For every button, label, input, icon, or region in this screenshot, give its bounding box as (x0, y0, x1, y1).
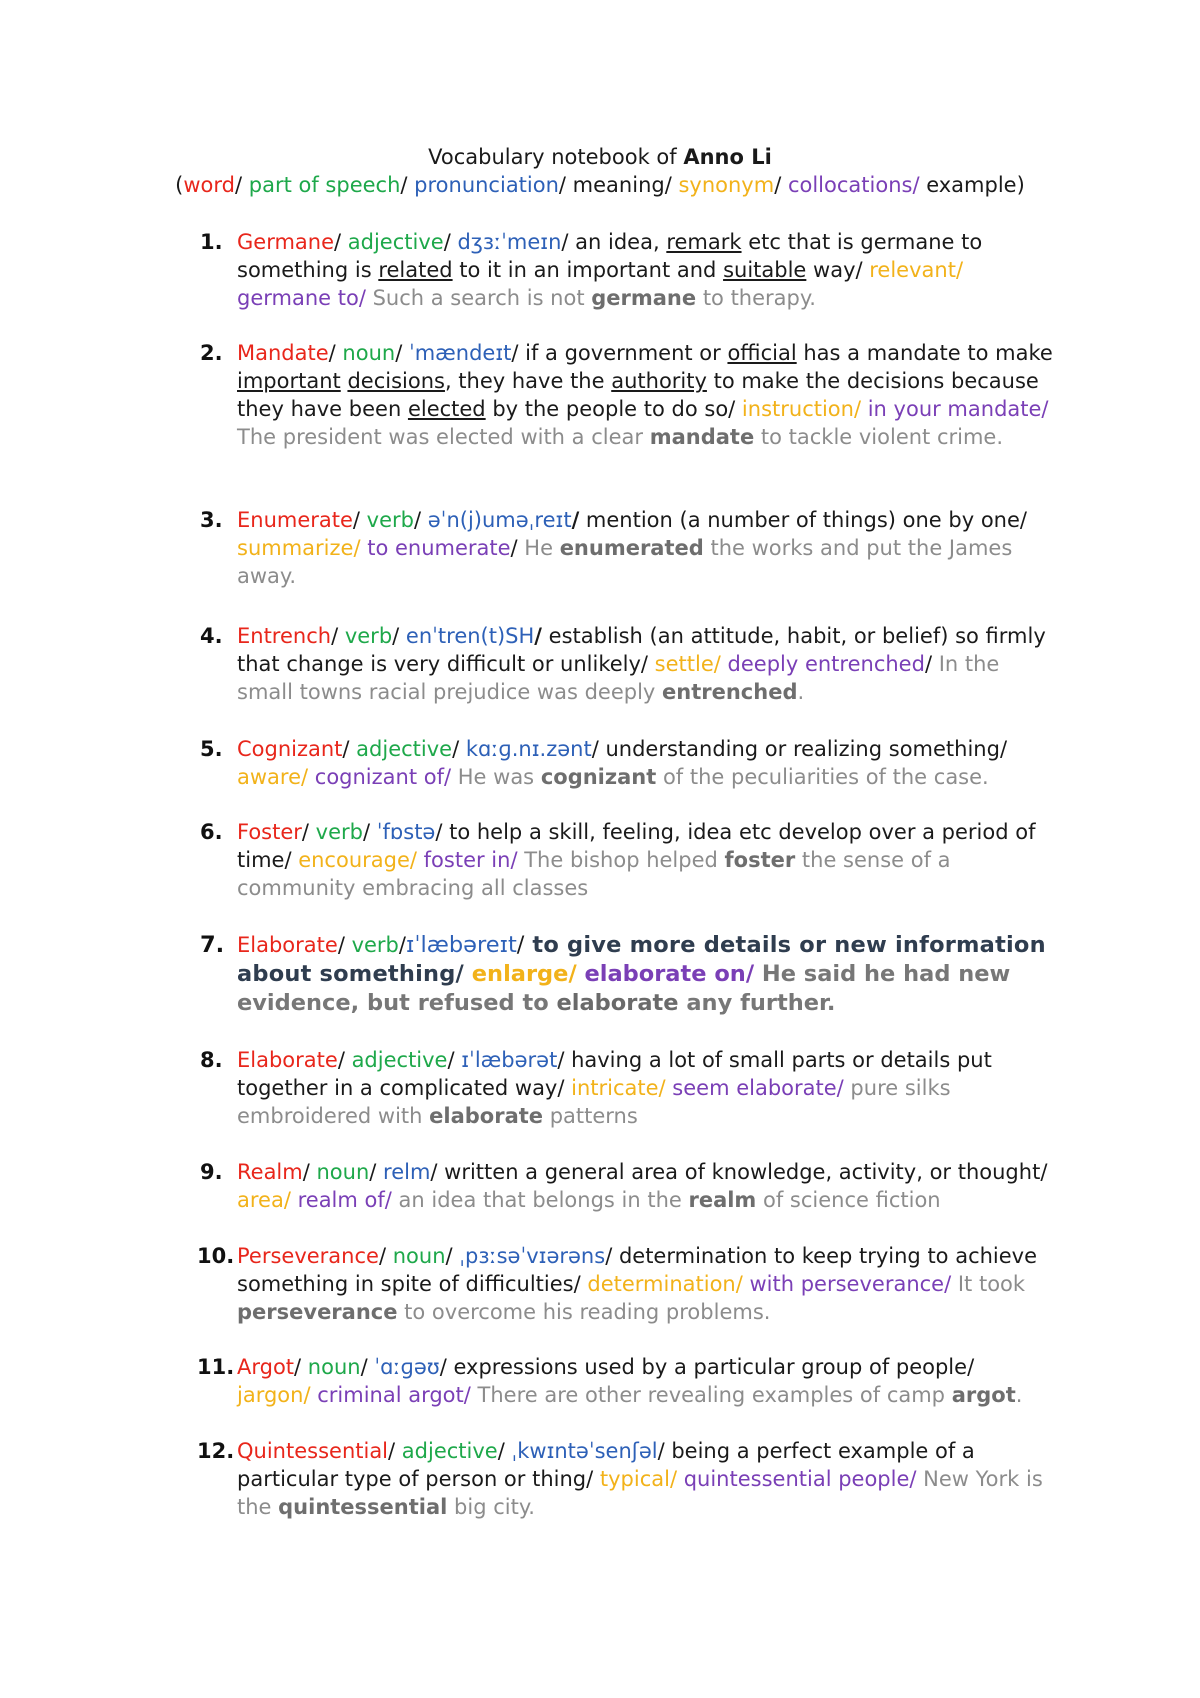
vocab-entry-4: 4. Entrench/ verb/ enˈtren(t)SH/ establish (an attitude, habit, or belief) so firmly that change is very difficult or unlikely/ settle/ deeply entrenched/ In the small towns racial prejudice was deeply entrenched. (200, 624, 1046, 704)
legend-slash: / (774, 173, 782, 197)
entry-example: He enumerated the works and put the James away. (237, 536, 1013, 588)
entry-meaning: etc that is germane to something is (237, 230, 983, 282)
entry-word: Perseverance (237, 1244, 379, 1268)
entry-synonym: intricate (564, 1076, 659, 1100)
entry-meaning: , they have the (444, 369, 612, 393)
entry-word: Enumerate (237, 508, 353, 532)
entry-meaning-keyword: important (237, 369, 341, 393)
entry-collocation: cognizant of (308, 765, 444, 789)
vocab-entry-3: 3. Enumerate/ verb/ əˈn(j)uməˌreɪt/ mention (a number of things) one by one/ summarize/ to enumerate/ He enumerated the works and put the James away. (200, 508, 1027, 588)
example-keyword: cognizant (540, 765, 657, 789)
entry-meaning: if a government or (518, 341, 728, 365)
legend-pronunciation: pronunciation (414, 173, 559, 197)
entry-synonym: aware (237, 765, 302, 789)
legend-example: example (919, 173, 1017, 197)
entry-meaning: has a mandate to make (796, 341, 1053, 365)
entry-word: Cognizant (237, 737, 343, 761)
entry-pronunciation: relm (376, 1160, 431, 1184)
entry-synonym: enlarge (463, 961, 569, 987)
legend-slash: / (400, 173, 408, 197)
entry-pronunciation: ˌkwɪntəˈsenʃəl (504, 1439, 658, 1463)
entry-meaning: to it in an important and (452, 258, 724, 282)
entry-example: New York is the quintessential big city. (237, 1467, 1043, 1519)
entry-pronunciation: dʒɜːˈmeɪn (450, 230, 562, 254)
entry-pronunciation: enˈtren(t)SH (399, 624, 535, 648)
entry-number: 6. (200, 820, 223, 844)
entry-word: Elaborate (237, 933, 338, 957)
entry-example: an idea that belongs in the realm of science fiction (391, 1188, 941, 1212)
entry-example: It took perseverance to overcome his reading problems. (237, 1272, 1026, 1324)
entry-collocation: realm of (290, 1188, 385, 1212)
entry-synonym: jargon (237, 1383, 304, 1407)
entry-collocation: deeply entrenched (720, 652, 925, 676)
page-title (0, 143, 1200, 171)
entry-meaning: mention (a number of things) one by one (579, 508, 1020, 532)
vocab-entry-10: 10. Perseverance/ noun/ ˌpɜːsəˈvɪərəns/ determination to keep trying to achieve something in spite of difficulties/ determination/ with perseverance/ It took perseverance to overcome his reading problems. (197, 1244, 1038, 1324)
example-keyword: quintessential (278, 1495, 448, 1519)
legend-slash: / (664, 173, 672, 197)
entry-synonym: relevant (862, 258, 956, 282)
entry-word: Germane (237, 230, 335, 254)
legend-meaning: meaning (566, 173, 665, 197)
example-keyword: elaborate (556, 990, 679, 1016)
entry-word: Entrench (237, 624, 332, 648)
entry-pronunciation: ˈfɒstə (370, 820, 436, 844)
example-keyword: argot (951, 1383, 1016, 1407)
entry-collocation: criminal argot (310, 1383, 464, 1407)
entry-example: There are other revealing examples of camp argot. (470, 1383, 1023, 1407)
entry-number: 5. (200, 737, 223, 761)
entry-collocation: quintessential people (677, 1467, 910, 1491)
entry-pronunciation: ˈɑːɡəʊ (367, 1355, 440, 1379)
entry-meaning: written a general area of knowledge, activity, or thought (437, 1160, 1041, 1184)
vocab-entry-2: 2. Mandate/ noun/ ˈmændeɪt/ if a government or official has a mandate to make important decisions, they have the authority to make the decisions because they have been elected by the people to do so/ instruction/ in your mandate/ The president was elected with a clear mandate to tackle violent crime. (200, 341, 1053, 449)
entry-meaning: way (806, 258, 856, 282)
entry-meaning: to help a skill, feeling, idea etc develop over a period of time (237, 820, 1036, 872)
entry-synonym: summarize (237, 536, 354, 560)
entry-meaning: establish (an attitude, habit, or belief) so firmly that change is very difficult or unlikely (237, 624, 1046, 676)
entry-number: 11. (197, 1355, 235, 1379)
entry-synonym: typical (593, 1467, 670, 1491)
entry-collocation: germane to/ (237, 286, 366, 310)
entry-meaning: expressions used by a particular group of people (446, 1355, 968, 1379)
entry-part-of-speech: verb (360, 508, 414, 532)
vocab-entry-6: 6. Foster/ verb/ ˈfɒstə/ to help a skill, feeling, idea etc develop over a period of time/ encourage/ foster in/ The bishop helped foster the sense of a community embracing all classes (200, 820, 1036, 900)
entry-number: 10. (197, 1244, 235, 1268)
entry-collocation: seem elaborate (665, 1076, 837, 1100)
entry-number: 2. (200, 341, 223, 365)
entry-collocation: in your mandate/ (861, 397, 1049, 421)
entry-part-of-speech: adjective (341, 230, 444, 254)
legend-slash: / (558, 173, 566, 197)
entry-meaning: to give more details or new information about something (237, 932, 1046, 987)
entry-meaning: to make the decisions because they have been (237, 369, 1039, 421)
entry-meaning: having a lot of small parts or details put together in a complicated way (237, 1048, 992, 1100)
vocab-entry-5: 5. Cognizant/ adjective/ kɑːɡ.nɪ.zənt/ understanding or realizing something/ aware/ cognizant of/ He was cognizant of the peculiarities of the case. (200, 737, 1008, 789)
legend-open-paren: ( (175, 173, 184, 197)
entry-number: 4. (200, 624, 223, 648)
entry-meaning: an idea, (568, 230, 667, 254)
entry-pronunciation: əˈn(j)uməˌreɪt (421, 508, 572, 532)
entry-meaning-keyword: authority (611, 369, 707, 393)
legend-part-of-speech: part of speech (248, 173, 401, 197)
entry-word: Argot (237, 1355, 295, 1379)
entry-synonym: determination (580, 1272, 736, 1296)
entry-number: 9. (200, 1160, 223, 1184)
entry-part-of-speech: noun (335, 341, 396, 365)
vocab-entry-1: 1. Germane/ adjective/ dʒɜːˈmeɪn/ an idea, remark etc that is germane to something is related to it in an important and suitable way/ relevant/ germane to/ Such a search is not germane to therapy. (200, 230, 983, 310)
entry-word: Foster (237, 820, 302, 844)
example-keyword: germane (591, 286, 697, 310)
entry-word: Realm (237, 1160, 303, 1184)
entry-collocation: with perseverance/ (742, 1272, 952, 1296)
entry-collocation: elaborate on (576, 961, 746, 987)
entry-pronunciation: kɑːɡ.nɪ.zənt (459, 737, 592, 761)
entry-synonym: settle (648, 652, 714, 676)
example-keyword: elaborate (429, 1104, 544, 1128)
entry-example: Such a search is not germane to therapy. (365, 286, 816, 310)
entry-number: 7. (200, 932, 225, 958)
entry-part-of-speech: noun (301, 1355, 361, 1379)
entry-part-of-speech: adjective (349, 737, 453, 761)
format-legend (0, 171, 1200, 199)
entry-part-of-speech: verb (338, 624, 393, 648)
legend-collocations: collocations/ (781, 173, 920, 197)
entry-number: 12. (197, 1439, 235, 1463)
entry-part-of-speech: adjective (395, 1439, 498, 1463)
entry-example: He was cognizant of the peculiarities of the case. (451, 765, 989, 789)
entry-collocation: foster in (416, 848, 511, 872)
entry-part-of-speech: noun (386, 1244, 446, 1268)
entry-meaning: being a perfect example of a particular type of person or thing (237, 1439, 975, 1491)
owner-name: Anno Li (683, 145, 772, 169)
entry-collocation: to enumerate (360, 536, 511, 560)
entry-meaning-keyword: official (727, 341, 797, 365)
entry-example: The president was elected with a clear mandate to tackle violent crime. (237, 425, 1004, 449)
vocab-entry-11: 11. Argot/ noun/ ˈɑːɡəʊ/ expressions used by a particular group of people/ jargon/ criminal argot/ There are other revealing examples of camp argot. (197, 1355, 1023, 1407)
example-keyword: perseverance (237, 1300, 398, 1324)
entry-example: The bishop helped foster the sense of a community embracing all classes (237, 848, 951, 900)
entry-meaning-keyword: elected (407, 397, 486, 421)
entry-synonym: area (237, 1188, 284, 1212)
vocab-entry-9: 9. Realm/ noun/ relm/ written a general area of knowledge, activity, or thought/ area/ realm of/ an idea that belongs in the realm of science fiction (200, 1160, 1048, 1212)
example-keyword: enumerated (559, 536, 704, 560)
legend-slash: / (235, 173, 243, 197)
entry-meaning-keyword: related (378, 258, 453, 282)
example-keyword: foster (724, 848, 796, 872)
entry-synonym: instruction (735, 397, 854, 421)
entry-example: In the small towns racial prejudice was deeply entrenched. (237, 652, 1000, 704)
vocab-entry-8: 8. Elaborate/ adjective/ ɪˈlæbərət/ having a lot of small parts or details put together in a complicated way/ intricate/ seem elaborate/ pure silks embroidered with elaborate patterns (200, 1048, 992, 1128)
entry-part-of-speech: noun (309, 1160, 370, 1184)
entry-synonym: encourage (291, 848, 410, 872)
entry-part-of-speech: verb (344, 933, 399, 957)
entry-pronunciation: ˌpɜːsəˈvɪərəns (452, 1244, 606, 1268)
entry-meaning-keyword: suitable (723, 258, 807, 282)
entry-part-of-speech: adjective (344, 1048, 448, 1072)
entry-pronunciation: ɪˈlæbərət (454, 1048, 558, 1072)
example-keyword: entrenched (662, 680, 798, 704)
entry-meaning-keyword: decisions (347, 369, 445, 393)
entry-number: 3. (200, 508, 223, 532)
entry-word: Mandate (237, 341, 329, 365)
legend-close-paren: ) (1016, 173, 1025, 197)
entry-pronunciation: ˈmændeɪt (402, 341, 512, 365)
legend-synonym: synonym (671, 173, 775, 197)
legend-word: word (183, 173, 235, 197)
entry-number: 1. (200, 230, 223, 254)
entry-meaning: understanding or realizing something (598, 737, 1000, 761)
entry-pronunciation: ɪˈlæbəreɪt (405, 932, 517, 958)
entry-meaning: determination to keep trying to achieve something in spite of difficulties (237, 1244, 1038, 1296)
entry-number: 8. (200, 1048, 223, 1072)
title-prefix: Vocabulary notebook of (428, 145, 684, 169)
entry-example: pure silks embroidered with elaborate patterns (237, 1076, 951, 1128)
entry-meaning: by the people to do so (485, 397, 729, 421)
example-keyword: realm (688, 1188, 757, 1212)
entry-meaning-keyword: remark (666, 230, 742, 254)
entry-example: He said he had new evidence, but refused to elaborate any further. (237, 961, 1011, 1016)
entry-word: Elaborate (237, 1048, 338, 1072)
vocab-entry-12: 12. Quintessential/ adjective/ ˌkwɪntəˈsenʃəl/ being a perfect example of a particular type of person or thing/ typical/ quintessential people/ New York is the quintessential big city. (197, 1439, 1043, 1519)
example-keyword: mandate (649, 425, 755, 449)
entry-part-of-speech: verb (309, 820, 363, 844)
entry-word: Quintessential (237, 1439, 389, 1463)
vocab-entry-7: 7. Elaborate/ verb/ɪˈlæbəreɪt/ to give more details or new information about something/ enlarge/ elaborate on/ He said he had new evidence, but refused to elaborate any further. (200, 932, 1046, 1016)
